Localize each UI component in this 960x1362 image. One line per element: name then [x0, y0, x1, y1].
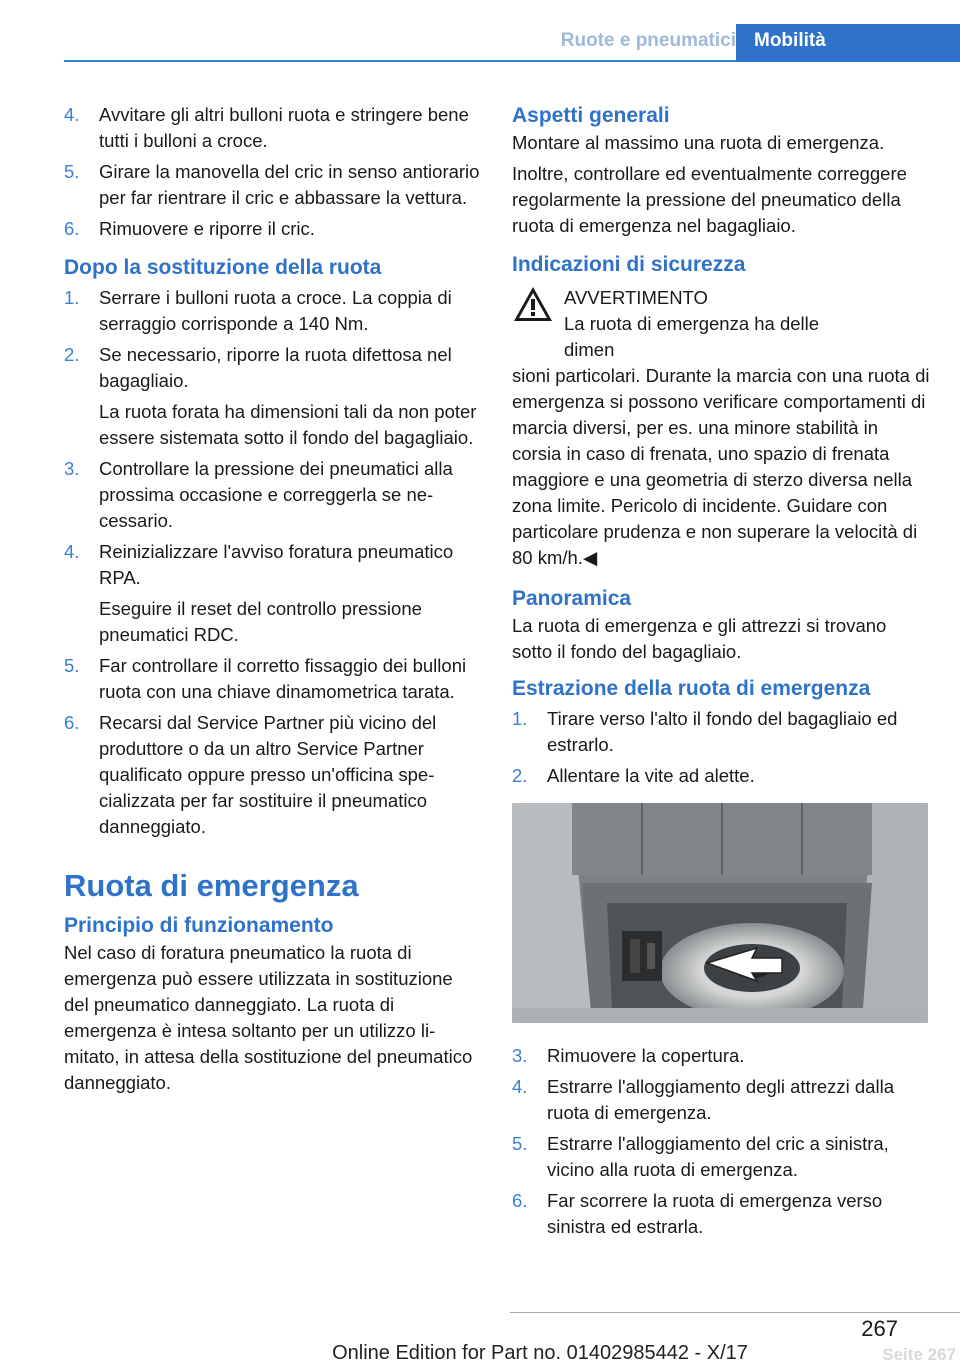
item-number: 6. [64, 218, 80, 239]
item-text: Estrarre l'alloggiamento degli attrezzi dalla ruota di emergenza. [547, 1076, 894, 1123]
item-text: Se necessario, riporre la ruota difettosa nel bagagliaio. [99, 344, 452, 391]
edition-text: Online Edition for Part no. 01402985442 - X/17 [332, 1342, 748, 1362]
extraction-steps-a [512, 706, 930, 789]
list-item [64, 285, 482, 337]
after-change-list [64, 285, 482, 840]
list-item [64, 539, 482, 648]
warning-first-line: La ruota di emergenza ha delle dimen [564, 313, 820, 360]
heading-after-change: Dopo la sostituzione della ruota [64, 256, 382, 279]
warning-text: sioni particolari. Durante la marcia con una ruota di emergenza si possono verificare comportamenti di marcia diversi, per es. una minore stabilità in corsia in caso di frenata, uno spazio di frenata maggiore e una geometria di sterzo diversa nella zona limite. Pericolo di incidente. Guidare con particolare prudenza e non superare la velocità di 80 km/h.◀ [512, 365, 930, 568]
extraction-heading: Estrazione della ruota di emergenza [512, 677, 871, 700]
list-item [512, 763, 930, 789]
list-item [64, 102, 482, 154]
item-number: 3. [64, 458, 80, 479]
item-text: Recarsi dal Service Partner più vicino del produttore o da un altro Service Partner qualificato oppure presso un'officina specializzata per far sostituire il pneumatico danneggiato. [99, 712, 437, 837]
item-number: 3. [512, 1045, 528, 1066]
safety-heading: Indicazioni di sicurezza [512, 253, 746, 276]
trunk-spare-wheel-photo [512, 803, 928, 1023]
page-title: Ruota di emergenza [64, 868, 359, 903]
step-list-continued [64, 102, 482, 242]
item-number: 4. [64, 541, 80, 562]
item-number: 5. [64, 655, 80, 676]
item-extra-text: La ruota forata ha dimensioni tali da non poter essere sistemata sotto il fondo del bagagliaio. [99, 401, 477, 448]
warning-triangle-icon [512, 285, 554, 323]
list-item [64, 653, 482, 705]
item-text: Tirare verso l'alto il fondo del bagagliaio ed estrarlo. [547, 708, 898, 755]
list-item [512, 1188, 930, 1240]
item-text: Rimuovere la copertura. [547, 1045, 745, 1066]
general-heading: Aspetti generali [512, 104, 670, 127]
item-text: Allentare la vite ad alette. [547, 765, 755, 786]
item-number: 5. [64, 161, 80, 182]
item-number: 4. [512, 1076, 528, 1097]
item-number: 2. [512, 765, 528, 786]
overview-heading: Panoramica [512, 587, 632, 610]
general-paragraph-2: Inoltre, controllare ed eventualmente correggere regolarmente la pressione del pneumatico della ruota di emergenza nel bagagliaio. [512, 163, 907, 236]
item-extra-text: Eseguire il reset del controllo pressione pneumatici RDC. [99, 598, 422, 645]
item-text: Rimuovere e riporre il cric. [99, 218, 315, 239]
principle-heading: Principio di funzionamento [64, 914, 334, 937]
item-text: Avvitare gli altri bulloni ruota e stringere bene tutti i bulloni a croce. [99, 104, 469, 151]
item-number: 6. [64, 712, 80, 733]
item-text: Estrarre l'alloggiamento del cric a sinistra, vicino alla ruota di emergenza. [547, 1133, 889, 1180]
item-text: Reinizializzare l'avviso foratura pneumatico RPA. [99, 541, 454, 588]
page-footer [0, 1312, 960, 1362]
extraction-steps-b [512, 1043, 930, 1240]
page-number: 267 [861, 1316, 898, 1341]
chapter-tab[interactable]: Mobilità [736, 24, 960, 62]
right-column [512, 102, 930, 1245]
principle-text: Nel caso di foratura pneumatico la ruota di emergenza può essere utilizzata in sostituzione del pneumatico danneggiato. La ruota di emergenza è intesa soltanto per un utilizzo limitato, in attesa della sostituzione del pneumatico danneggiato. [64, 942, 473, 1093]
item-text: Girare la manovella del cric in senso antiorario per far rientrare il cric e abbassare la vettura. [99, 161, 480, 208]
item-text: Controllare la pressione dei pneumatici alla prossima occasione e correggerla se necessario. [99, 458, 453, 531]
list-item [512, 1074, 930, 1126]
list-item [512, 1043, 930, 1069]
trunk-illustration [512, 803, 928, 1023]
item-text: Far controllare il corretto fissaggio dei bulloni ruota con una chiave dinamometrica tarata. [99, 655, 467, 702]
item-number: 6. [512, 1190, 528, 1211]
left-column [64, 102, 482, 1096]
list-item [64, 159, 482, 211]
list-item [64, 710, 482, 840]
section-tab[interactable]: Ruote e pneumatici [560, 30, 736, 51]
list-item [512, 706, 930, 758]
watermark: Seite 267 [882, 1345, 956, 1362]
list-item [64, 342, 482, 451]
item-number: 2. [64, 344, 80, 365]
list-item [64, 456, 482, 534]
item-number: 1. [64, 287, 80, 308]
footer-divider [510, 1312, 960, 1313]
item-number: 5. [512, 1133, 528, 1154]
warning-label: AVVERTIMENTO [564, 287, 708, 308]
list-item [64, 216, 482, 242]
list-item [512, 1131, 930, 1183]
item-number: 4. [64, 104, 80, 125]
item-number: 1. [512, 708, 528, 729]
general-paragraph-1: Montare al massimo una ruota di emergenza. [512, 132, 885, 153]
page-header [64, 24, 960, 62]
item-text: Far scorrere la ruota di emergenza verso sinistra ed estrarla. [547, 1190, 883, 1237]
item-text: Serrare i bulloni ruota a croce. La coppia di serraggio corrisponde a 140 Nm. [99, 287, 452, 334]
warning-block [512, 285, 930, 363]
overview-text: La ruota di emergenza e gli attrezzi si trovano sotto il fondo del bagagliaio. [512, 615, 887, 662]
